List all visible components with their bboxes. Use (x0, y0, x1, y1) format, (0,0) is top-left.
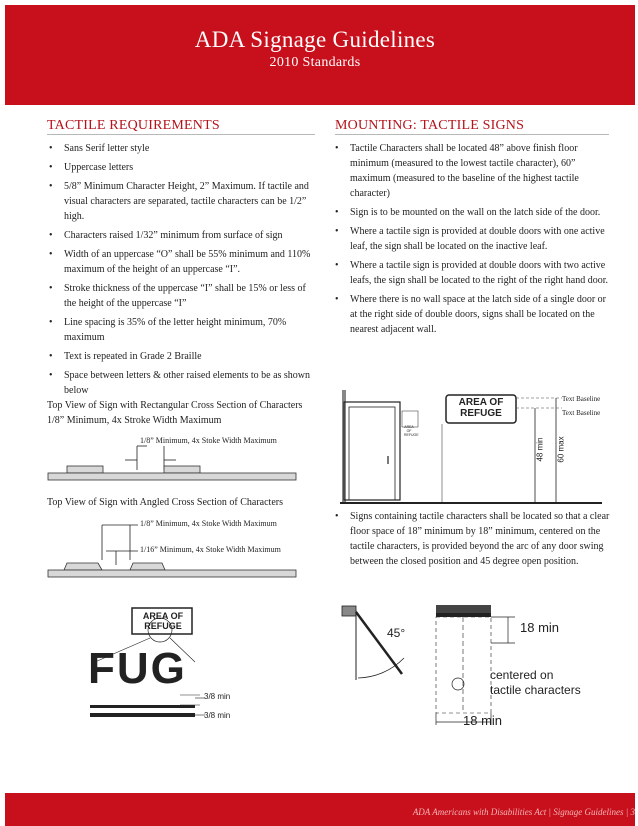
text-baseline-label-2: Text Baseline (562, 409, 601, 417)
rect-caption: Top View of Sign with Rectangular Cross Section of Characters (47, 400, 303, 411)
tactile-item: • Space between letters & other raised elements to be as shown below (47, 368, 317, 398)
tactile-heading-rule (47, 134, 315, 135)
mounting-item: • Sign is to be mounted on the wall on the latch side of the door. (333, 205, 611, 220)
floor-angle-label: 45° (387, 626, 406, 640)
tactile-item: • Stroke thickness of the uppercase “I” shall be 15% or less of the height of the uppercase “I” (47, 281, 317, 311)
page-subtitle: 2010 Standards (269, 55, 361, 70)
centered-line-2: tactile characters (490, 683, 581, 697)
label-60-max: 60 max (556, 436, 566, 463)
footer-text: ADA Americans with Disabilities Act | Signage Guidelines | 3 (412, 807, 635, 817)
angled-section-diagram (40, 515, 300, 580)
mounting-item: • Tactile Characters shall be located 48” above finish floor minimum (measured to the lowest tactile character), 60” maximum (measured to the baseline of the highest tactile character) (333, 141, 611, 201)
floor-dim-top: 18 min (520, 620, 560, 635)
tactile-item: • Width of an uppercase “O” shall be 55% minimum and 110% maximum of the height of an uppercase “I”. (47, 247, 317, 277)
tactile-heading: TACTILE REQUIREMENTS (47, 118, 220, 133)
clearance-item: • Signs containing tactile characters shall be located so that a clear floor space of 18” minimum by 18” minimum, centered on the tactile characters, is provided beyond the arc of any door swing between the closed position and 45 degree open position. (333, 509, 611, 569)
tactile-item: • Sans Serif letter style (47, 141, 317, 156)
centered-line-1: centered on (490, 668, 554, 682)
angled-caption: Top View of Sign with Angled Cross Section of Characters (47, 497, 283, 508)
mounting-heading: MOUNTING: TACTILE SIGNS (335, 118, 525, 133)
tactile-item: • Uppercase letters (47, 160, 317, 175)
text-baseline-label-1: Text Baseline (562, 395, 601, 403)
floor-dim-bottom: 18 min (463, 713, 503, 728)
detail-sign-text: AREA OF REFUGE (142, 611, 184, 631)
tactile-item: • Line spacing is 35% of the letter height minimum, 70% maximum (47, 315, 317, 345)
clearance-list (333, 509, 611, 573)
mounting-item: • Where a tactile sign is provided at double doors with two active leafs, the sign shall be located to the right of the right hand door. (333, 258, 611, 288)
tactile-item: • 5/8” Minimum Character Height, 2” Maximum. If tactile and visual characters are separated, tactile characters can be 1/2” high. (47, 179, 317, 224)
mounting-heading-rule (335, 134, 609, 135)
door-sign-text: AREA OF REFUGE (458, 397, 504, 419)
door-small-sign-text: AREA OF REFUGE (404, 425, 419, 437)
angled-label-2: 1/16” Minimum, 4x Stoke Width Maximum (140, 545, 281, 554)
detail-dim-1: 3/8 min (204, 692, 231, 701)
detail-big-letters: FUG (88, 644, 187, 693)
mounting-item: • Where there is no wall space at the latch side of a single door or at the right side of double doors, signs shall be located on the nearest adjacent wall. (333, 292, 611, 337)
angled-label-1: 1/8” Minimum, 4x Stoke Width Maximum (140, 519, 277, 528)
rect-section-diagram (40, 440, 300, 485)
tactile-item: • Text is repeated in Grade 2 Braille (47, 349, 317, 364)
floor-clearance-diagram (340, 600, 620, 728)
mounting-item: • Where a tactile sign is provided at double doors with one active leaf, the sign shall be located on the inactive leaf. (333, 224, 611, 254)
page-title: ADA Signage Guidelines (194, 27, 436, 52)
detail-dim-2: 3/8 min (204, 711, 231, 720)
rect-caption-2: 1/8” Minimum, 4x Stroke Width Maximum (47, 415, 222, 426)
rect-dimension-label: 1/8” Minimum, 4x Stoke Width Maximum (140, 436, 277, 445)
label-48-min: 48 min (535, 437, 545, 462)
tactile-item: • Characters raised 1/32” minimum from surface of sign (47, 228, 317, 243)
mounting-list (333, 141, 611, 341)
tactile-list (47, 141, 317, 402)
